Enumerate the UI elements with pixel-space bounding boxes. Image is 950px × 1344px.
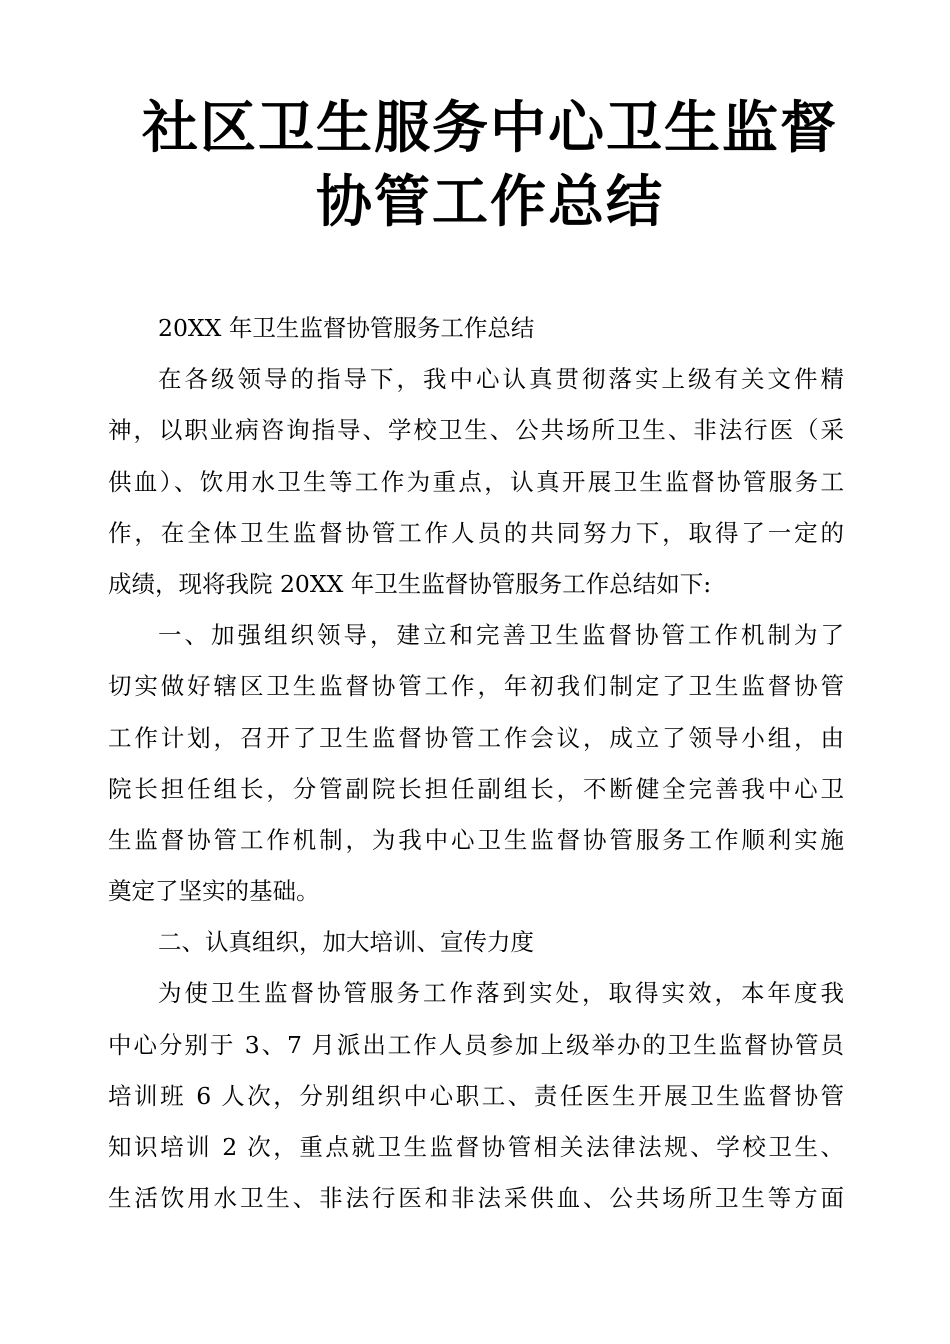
report-subtitle: 20XX 年卫生监督协管服务工作总结 — [158, 314, 535, 342]
document-title-line-1: 社区卫生服务中心卫生监督 — [142, 96, 838, 161]
paragraph-line: 供血）、饮用水卫生等工作为重点，认真开展卫生监督协管服务工 — [108, 467, 844, 496]
paragraph-line: 成绩，现将我院 20XX 年卫生监督协管服务工作总结如下: — [108, 569, 712, 598]
paragraph-line: 院长担任组长，分管副院长担任副组长，不断健全完善我中心卫 — [108, 774, 844, 803]
paragraph-line: 奠定了坚实的基础。 — [108, 877, 320, 906]
paragraph-line: 神，以职业病咨询指导、学校卫生、公共场所卫生、非法行医（采 — [108, 416, 844, 445]
paragraph-line: 生监督协管工作机制，为我中心卫生监督协管服务工作顺利实施 — [108, 825, 844, 854]
paragraph-line: 工作计划，召开了卫生监督协管工作会议，成立了领导小组，由 — [108, 723, 844, 752]
paragraph-line: 在各级领导的指导下，我中心认真贯彻落实上级有关文件精 — [158, 365, 844, 394]
paragraph-line: 生活饮用水卫生、非法行医和非法采供血、公共场所卫生等方面 — [108, 1184, 844, 1213]
paragraph-line: 切实做好辖区卫生监督协管工作，年初我们制定了卫生监督协管 — [108, 672, 844, 701]
paragraph-line: 知识培训 2 次，重点就卫生监督协管相关法律法规、学校卫生、 — [108, 1133, 844, 1161]
paragraph-line: 作，在全体卫生监督协管工作人员的共同努力下，取得了一定的 — [108, 518, 844, 547]
paragraph-line: 培训班 6 人次，分别组织中心职工、责任医生开展卫生监督协管 — [108, 1081, 844, 1110]
document-title-line-2: 协管工作总结 — [316, 170, 664, 235]
document-body — [108, 303, 844, 1224]
paragraph-line: 中心分别于 3、7 月派出工作人员参加上级举办的卫生监督协管员 — [108, 1030, 844, 1059]
section-heading-2: 二、认真组织，加大培训、宣传力度 — [158, 928, 534, 957]
section-heading-1: 一、加强组织领导，建立和完善卫生监督协管工作机制为了 — [158, 621, 844, 650]
paragraph-line: 为使卫生监督协管服务工作落到实处，取得实效，本年度我 — [158, 979, 844, 1008]
